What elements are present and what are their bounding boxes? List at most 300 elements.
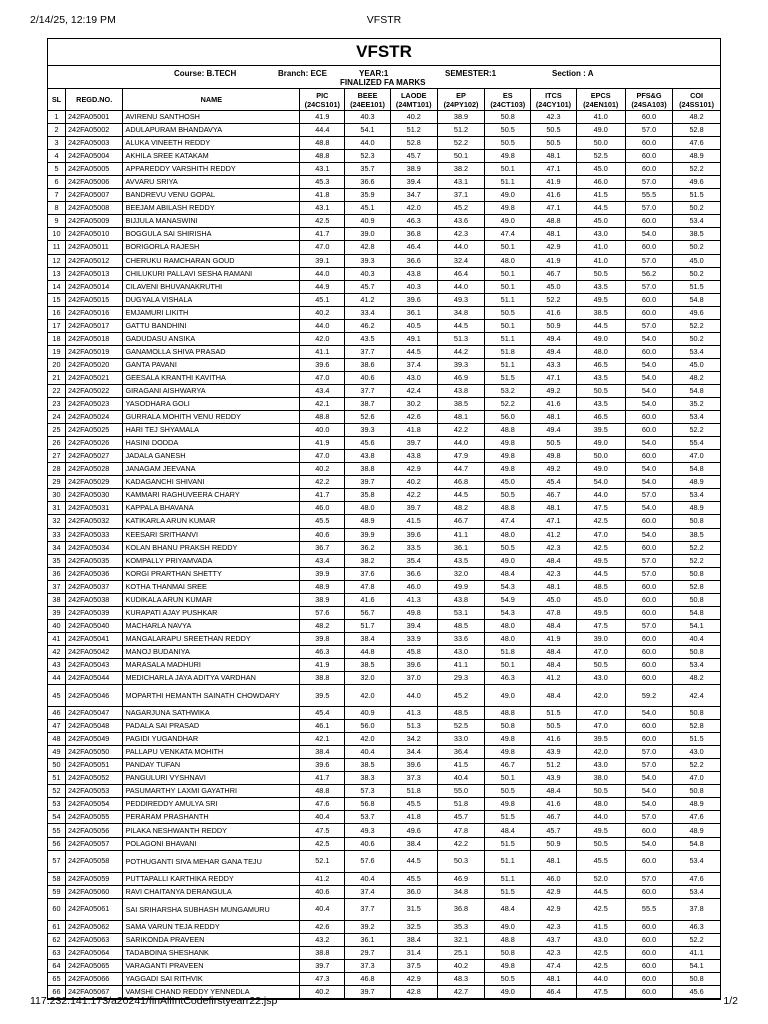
serial-cell: 54 bbox=[48, 811, 65, 824]
student-name-cell: MEDICHARLA JAYA ADITYA VARDHAN bbox=[123, 672, 300, 685]
regd-no-cell: 242FA05003 bbox=[65, 137, 123, 150]
table-row bbox=[48, 554, 720, 567]
branch-label: Branch: ECE bbox=[278, 69, 327, 78]
mark-cell: 30.2 bbox=[390, 398, 437, 411]
mark-cell: 48.9 bbox=[345, 515, 390, 528]
mark-cell: 34.2 bbox=[390, 733, 437, 746]
mark-cell: 52.5 bbox=[576, 150, 625, 163]
serial-cell: 50 bbox=[48, 759, 65, 772]
table-row bbox=[48, 658, 720, 671]
regd-no-cell: 242FA05002 bbox=[65, 124, 123, 137]
serial-cell: 8 bbox=[48, 202, 65, 215]
mark-cell: 41.0 bbox=[576, 111, 625, 124]
mark-cell: 46.3 bbox=[390, 215, 437, 228]
mark-cell: 60.0 bbox=[625, 850, 672, 872]
mark-cell: 37.0 bbox=[390, 672, 437, 685]
serial-cell: 43 bbox=[48, 658, 65, 671]
mark-cell: 56.7 bbox=[345, 606, 390, 619]
mark-cell: 48.4 bbox=[531, 685, 576, 707]
mark-cell: 54.1 bbox=[673, 959, 720, 972]
serial-cell: 24 bbox=[48, 411, 65, 424]
mark-cell: 44.5 bbox=[390, 345, 437, 358]
mark-cell: 51.5 bbox=[531, 707, 576, 720]
mark-cell: 40.5 bbox=[390, 319, 437, 332]
mark-cell: 38.5 bbox=[345, 759, 390, 772]
mark-cell: 48.4 bbox=[531, 785, 576, 798]
mark-cell: 42.0 bbox=[390, 202, 437, 215]
mark-cell: 39.7 bbox=[390, 502, 437, 515]
mark-cell: 48.5 bbox=[437, 619, 484, 632]
mark-cell: 39.4 bbox=[390, 176, 437, 189]
mark-cell: 49.8 bbox=[531, 450, 576, 463]
mark-cell: 51.1 bbox=[485, 872, 531, 885]
table-row bbox=[48, 959, 720, 972]
mark-cell: 47.4 bbox=[531, 959, 576, 972]
mark-cell: 44.0 bbox=[576, 972, 625, 985]
mark-cell: 54.0 bbox=[625, 228, 672, 241]
mark-cell: 49.0 bbox=[485, 189, 531, 202]
mark-cell: 40.6 bbox=[300, 885, 345, 898]
mark-cell: 47.9 bbox=[437, 450, 484, 463]
mark-cell: 59.2 bbox=[625, 685, 672, 707]
mark-cell: 43.1 bbox=[300, 163, 345, 176]
mark-cell: 47.1 bbox=[531, 515, 576, 528]
serial-cell: 7 bbox=[48, 189, 65, 202]
mark-cell: 41.9 bbox=[531, 254, 576, 267]
mark-cell: 49.0 bbox=[485, 985, 531, 998]
mark-cell: 42.4 bbox=[390, 384, 437, 397]
mark-cell: 44.0 bbox=[300, 319, 345, 332]
mark-cell: 43.5 bbox=[576, 398, 625, 411]
table-row bbox=[48, 606, 720, 619]
mark-cell: 40.6 bbox=[345, 837, 390, 850]
mark-cell: 54.0 bbox=[625, 463, 672, 476]
student-name-cell: PERARAM PRASHANTH bbox=[123, 811, 300, 824]
mark-cell: 41.2 bbox=[531, 528, 576, 541]
mark-cell: 51.8 bbox=[437, 798, 484, 811]
student-name-cell: SARIKONDA PRAVEEN bbox=[123, 933, 300, 946]
mark-cell: 54.0 bbox=[576, 476, 625, 489]
sheet-info-bar bbox=[48, 66, 720, 89]
column-header: ITCS (24CY101) bbox=[531, 89, 576, 111]
mark-cell: 41.5 bbox=[390, 515, 437, 528]
mark-cell: 48.9 bbox=[673, 150, 720, 163]
mark-cell: 46.7 bbox=[437, 515, 484, 528]
mark-cell: 48.0 bbox=[345, 502, 390, 515]
mark-cell: 53.4 bbox=[673, 489, 720, 502]
mark-cell: 60.0 bbox=[625, 424, 672, 437]
mark-cell: 50.5 bbox=[485, 489, 531, 502]
mark-cell: 48.0 bbox=[485, 619, 531, 632]
serial-cell: 33 bbox=[48, 528, 65, 541]
mark-cell: 54.3 bbox=[485, 580, 531, 593]
mark-cell: 45.2 bbox=[437, 202, 484, 215]
mark-cell: 53.1 bbox=[437, 606, 484, 619]
regd-no-cell: 242FA05040 bbox=[65, 619, 123, 632]
regd-no-cell: 242FA05060 bbox=[65, 885, 123, 898]
table-row bbox=[48, 450, 720, 463]
mark-cell: 46.5 bbox=[576, 358, 625, 371]
mark-cell: 45.1 bbox=[345, 202, 390, 215]
serial-cell: 34 bbox=[48, 541, 65, 554]
mark-cell: 47.1 bbox=[531, 202, 576, 215]
table-row bbox=[48, 567, 720, 580]
mark-cell: 48.0 bbox=[485, 528, 531, 541]
mark-cell: 38.8 bbox=[345, 463, 390, 476]
mark-cell: 34.8 bbox=[437, 306, 484, 319]
mark-cell: 44.0 bbox=[576, 489, 625, 502]
mark-cell: 50.5 bbox=[531, 720, 576, 733]
table-row bbox=[48, 424, 720, 437]
mark-cell: 41.9 bbox=[531, 632, 576, 645]
mark-cell: 51.5 bbox=[485, 371, 531, 384]
mark-cell: 51.5 bbox=[673, 733, 720, 746]
student-name-cell: MOPARTHI HEMANTH SAINATH CHOWDARY bbox=[123, 685, 300, 707]
mark-cell: 43.5 bbox=[576, 280, 625, 293]
student-name-cell: NAGARJUNA SATHWIKA bbox=[123, 707, 300, 720]
mark-cell: 57.0 bbox=[625, 811, 672, 824]
serial-cell: 53 bbox=[48, 798, 65, 811]
table-row bbox=[48, 137, 720, 150]
mark-cell: 37.3 bbox=[390, 772, 437, 785]
regd-no-cell: 242FA05064 bbox=[65, 946, 123, 959]
mark-cell: 47.0 bbox=[673, 450, 720, 463]
mark-cell: 49.0 bbox=[576, 437, 625, 450]
mark-cell: 39.7 bbox=[345, 476, 390, 489]
mark-cell: 39.7 bbox=[390, 437, 437, 450]
table-row bbox=[48, 371, 720, 384]
mark-cell: 40.2 bbox=[390, 111, 437, 124]
table-row bbox=[48, 215, 720, 228]
mark-cell: 49.3 bbox=[345, 824, 390, 837]
table-row bbox=[48, 707, 720, 720]
marks-table bbox=[48, 89, 720, 999]
mark-cell: 35.2 bbox=[673, 398, 720, 411]
mark-cell: 48.1 bbox=[531, 502, 576, 515]
student-name-cell: YASODHARA GOLI bbox=[123, 398, 300, 411]
mark-cell: 43.3 bbox=[531, 358, 576, 371]
mark-cell: 41.5 bbox=[576, 920, 625, 933]
mark-cell: 44.9 bbox=[300, 280, 345, 293]
mark-cell: 42.3 bbox=[531, 946, 576, 959]
mark-cell: 44.5 bbox=[576, 202, 625, 215]
mark-cell: 60.0 bbox=[625, 411, 672, 424]
table-row bbox=[48, 345, 720, 358]
mark-cell: 46.4 bbox=[390, 241, 437, 254]
table-row bbox=[48, 437, 720, 450]
serial-cell: 38 bbox=[48, 593, 65, 606]
mark-cell: 54.0 bbox=[625, 476, 672, 489]
mark-cell: 38.4 bbox=[390, 933, 437, 946]
mark-cell: 43.5 bbox=[437, 554, 484, 567]
serial-cell: 56 bbox=[48, 837, 65, 850]
mark-cell: 48.4 bbox=[485, 567, 531, 580]
serial-cell: 18 bbox=[48, 332, 65, 345]
mark-cell: 35.9 bbox=[345, 189, 390, 202]
mark-cell: 41.8 bbox=[390, 811, 437, 824]
serial-cell: 45 bbox=[48, 685, 65, 707]
table-row bbox=[48, 502, 720, 515]
mark-cell: 36.6 bbox=[390, 567, 437, 580]
regd-no-cell: 242FA05027 bbox=[65, 450, 123, 463]
mark-cell: 43.4 bbox=[300, 554, 345, 567]
mark-cell: 54.3 bbox=[485, 606, 531, 619]
mark-cell: 60.0 bbox=[625, 593, 672, 606]
mark-cell: 44.0 bbox=[437, 241, 484, 254]
student-name-cell: HARI TEJ SHYAMALA bbox=[123, 424, 300, 437]
mark-cell: 37.3 bbox=[345, 959, 390, 972]
mark-cell: 42.5 bbox=[576, 898, 625, 920]
mark-cell: 48.2 bbox=[673, 111, 720, 124]
regd-no-cell: 242FA05034 bbox=[65, 541, 123, 554]
mark-cell: 51.8 bbox=[485, 345, 531, 358]
mark-cell: 38.4 bbox=[390, 837, 437, 850]
student-name-cell: MACHARLA NAVYA bbox=[123, 619, 300, 632]
mark-cell: 48.8 bbox=[300, 150, 345, 163]
mark-cell: 48.1 bbox=[531, 850, 576, 872]
table-row bbox=[48, 772, 720, 785]
mark-cell: 45.4 bbox=[531, 476, 576, 489]
regd-no-cell: 242FA05020 bbox=[65, 358, 123, 371]
mark-cell: 43.8 bbox=[390, 450, 437, 463]
mark-cell: 52.8 bbox=[673, 580, 720, 593]
regd-no-cell: 242FA05028 bbox=[65, 463, 123, 476]
serial-cell: 36 bbox=[48, 567, 65, 580]
mark-cell: 50.8 bbox=[673, 972, 720, 985]
mark-cell: 49.8 bbox=[485, 450, 531, 463]
mark-cell: 60.0 bbox=[625, 150, 672, 163]
mark-cell: 49.2 bbox=[531, 463, 576, 476]
student-name-cell: KOLAN BHANU PRAKSH REDDY bbox=[123, 541, 300, 554]
mark-cell: 45.6 bbox=[673, 985, 720, 998]
mark-cell: 38.6 bbox=[345, 358, 390, 371]
mark-cell: 39.7 bbox=[345, 985, 390, 998]
student-name-cell: PASUMARTHY LAXMI GAYATHRI bbox=[123, 785, 300, 798]
mark-cell: 37.1 bbox=[437, 189, 484, 202]
mark-cell: 39.7 bbox=[300, 959, 345, 972]
table-row bbox=[48, 720, 720, 733]
serial-cell: 6 bbox=[48, 176, 65, 189]
mark-cell: 60.0 bbox=[625, 241, 672, 254]
serial-cell: 65 bbox=[48, 972, 65, 985]
mark-cell: 50.5 bbox=[531, 137, 576, 150]
mark-cell: 41.2 bbox=[531, 672, 576, 685]
mark-cell: 54.8 bbox=[673, 384, 720, 397]
regd-no-cell: 242FA05058 bbox=[65, 850, 123, 872]
year-label: YEAR:1 bbox=[359, 69, 389, 78]
regd-no-cell: 242FA05017 bbox=[65, 319, 123, 332]
mark-cell: 40.3 bbox=[345, 267, 390, 280]
mark-cell: 47.8 bbox=[345, 580, 390, 593]
mark-cell: 35.4 bbox=[390, 554, 437, 567]
mark-cell: 56.8 bbox=[345, 798, 390, 811]
mark-cell: 60.0 bbox=[625, 515, 672, 528]
mark-cell: 33.0 bbox=[437, 733, 484, 746]
mark-cell: 54.0 bbox=[625, 371, 672, 384]
student-name-cell: CILAVENI BHUVANAKRUTHI bbox=[123, 280, 300, 293]
mark-cell: 51.1 bbox=[485, 850, 531, 872]
mark-cell: 45.5 bbox=[576, 850, 625, 872]
mark-cell: 44.8 bbox=[345, 645, 390, 658]
mark-cell: 51.1 bbox=[485, 358, 531, 371]
mark-cell: 47.1 bbox=[531, 371, 576, 384]
regd-no-cell: 242FA05067 bbox=[65, 985, 123, 998]
mark-cell: 60.0 bbox=[625, 946, 672, 959]
student-name-cell: GANAMOLLA SHIVA PRASAD bbox=[123, 345, 300, 358]
mark-cell: 44.0 bbox=[390, 685, 437, 707]
mark-cell: 41.9 bbox=[300, 658, 345, 671]
student-name-cell: EMJAMURI LIKITH bbox=[123, 306, 300, 319]
mark-cell: 51.5 bbox=[485, 837, 531, 850]
mark-cell: 38.8 bbox=[300, 672, 345, 685]
regd-no-cell: 242FA05047 bbox=[65, 707, 123, 720]
mark-cell: 40.2 bbox=[390, 476, 437, 489]
serial-cell: 5 bbox=[48, 163, 65, 176]
table-row bbox=[48, 645, 720, 658]
mark-cell: 50.3 bbox=[437, 850, 484, 872]
regd-no-cell: 242FA05051 bbox=[65, 759, 123, 772]
sheet-title: VFSTR bbox=[48, 39, 720, 66]
mark-cell: 47.0 bbox=[300, 241, 345, 254]
mark-cell: 48.0 bbox=[485, 254, 531, 267]
mark-cell: 46.4 bbox=[531, 985, 576, 998]
table-row bbox=[48, 176, 720, 189]
column-header: EP (24PY102) bbox=[437, 89, 484, 111]
serial-cell: 49 bbox=[48, 746, 65, 759]
regd-no-cell: 242FA05062 bbox=[65, 920, 123, 933]
mark-cell: 38.5 bbox=[673, 528, 720, 541]
table-row bbox=[48, 319, 720, 332]
mark-cell: 60.0 bbox=[625, 450, 672, 463]
mark-cell: 60.0 bbox=[625, 672, 672, 685]
mark-cell: 42.2 bbox=[300, 476, 345, 489]
mark-cell: 43.8 bbox=[437, 593, 484, 606]
mark-cell: 41.1 bbox=[437, 528, 484, 541]
mark-cell: 50.1 bbox=[485, 658, 531, 671]
mark-cell: 36.8 bbox=[437, 898, 484, 920]
mark-cell: 52.0 bbox=[576, 872, 625, 885]
serial-cell: 48 bbox=[48, 733, 65, 746]
serial-cell: 16 bbox=[48, 306, 65, 319]
serial-cell: 19 bbox=[48, 345, 65, 358]
mark-cell: 50.1 bbox=[485, 280, 531, 293]
mark-cell: 50.1 bbox=[485, 163, 531, 176]
mark-cell: 39.5 bbox=[576, 733, 625, 746]
table-row bbox=[48, 824, 720, 837]
mark-cell: 49.6 bbox=[673, 306, 720, 319]
table-row bbox=[48, 619, 720, 632]
serial-cell: 51 bbox=[48, 772, 65, 785]
mark-cell: 51.3 bbox=[390, 720, 437, 733]
mark-cell: 47.6 bbox=[300, 798, 345, 811]
table-row bbox=[48, 593, 720, 606]
mark-cell: 33.9 bbox=[390, 632, 437, 645]
mark-cell: 48.1 bbox=[531, 150, 576, 163]
regd-no-cell: 242FA05025 bbox=[65, 424, 123, 437]
mark-cell: 48.8 bbox=[485, 424, 531, 437]
mark-cell: 41.9 bbox=[300, 437, 345, 450]
serial-cell: 61 bbox=[48, 920, 65, 933]
mark-cell: 35.7 bbox=[345, 163, 390, 176]
mark-cell: 47.0 bbox=[673, 772, 720, 785]
student-name-cell: BANDREVU VENU GOPAL bbox=[123, 189, 300, 202]
mark-cell: 45.7 bbox=[531, 824, 576, 837]
student-name-cell: CHERUKU RAMCHARAN GOUD bbox=[123, 254, 300, 267]
regd-no-cell: 242FA05033 bbox=[65, 528, 123, 541]
mark-cell: 44.4 bbox=[300, 124, 345, 137]
mark-cell: 46.0 bbox=[390, 580, 437, 593]
mark-cell: 48.9 bbox=[673, 824, 720, 837]
mark-cell: 42.8 bbox=[390, 985, 437, 998]
serial-cell: 47 bbox=[48, 720, 65, 733]
mark-cell: 42.4 bbox=[673, 685, 720, 707]
mark-cell: 52.2 bbox=[673, 554, 720, 567]
regd-no-cell: 242FA05056 bbox=[65, 824, 123, 837]
mark-cell: 51.2 bbox=[390, 124, 437, 137]
serial-cell: 4 bbox=[48, 150, 65, 163]
mark-cell: 41.9 bbox=[300, 111, 345, 124]
serial-cell: 26 bbox=[48, 437, 65, 450]
mark-cell: 39.8 bbox=[300, 632, 345, 645]
student-name-cell: RAVI CHAITANYA DERANGULA bbox=[123, 885, 300, 898]
serial-cell: 22 bbox=[48, 384, 65, 397]
mark-cell: 42.6 bbox=[300, 920, 345, 933]
mark-cell: 37.5 bbox=[390, 959, 437, 972]
serial-cell: 13 bbox=[48, 267, 65, 280]
mark-cell: 37.7 bbox=[345, 898, 390, 920]
print-datetime: 2/14/25, 12:19 PM bbox=[30, 14, 116, 26]
student-name-cell: KURAPATI AJAY PUSHKAR bbox=[123, 606, 300, 619]
student-name-cell: YAGGADI SAI RITHVIK bbox=[123, 972, 300, 985]
mark-cell: 35.8 bbox=[345, 489, 390, 502]
mark-cell: 39.6 bbox=[390, 293, 437, 306]
regd-no-cell: 242FA05019 bbox=[65, 345, 123, 358]
mark-cell: 46.0 bbox=[576, 176, 625, 189]
mark-cell: 60.0 bbox=[625, 111, 672, 124]
serial-cell: 10 bbox=[48, 228, 65, 241]
serial-cell: 57 bbox=[48, 850, 65, 872]
mark-cell: 42.2 bbox=[390, 489, 437, 502]
mark-cell: 48.5 bbox=[437, 707, 484, 720]
mark-cell: 46.0 bbox=[300, 502, 345, 515]
mark-cell: 60.0 bbox=[625, 215, 672, 228]
regd-no-cell: 242FA05026 bbox=[65, 437, 123, 450]
mark-cell: 60.0 bbox=[625, 885, 672, 898]
mark-cell: 54.0 bbox=[625, 384, 672, 397]
regd-no-cell: 242FA05053 bbox=[65, 785, 123, 798]
mark-cell: 44.5 bbox=[576, 319, 625, 332]
mark-cell: 41.5 bbox=[437, 759, 484, 772]
mark-cell: 51.5 bbox=[485, 811, 531, 824]
mark-cell: 54.0 bbox=[625, 707, 672, 720]
mark-cell: 48.4 bbox=[485, 898, 531, 920]
mark-cell: 45.0 bbox=[531, 593, 576, 606]
mark-cell: 46.9 bbox=[437, 371, 484, 384]
mark-cell: 45.7 bbox=[437, 811, 484, 824]
mark-cell: 42.0 bbox=[576, 685, 625, 707]
mark-cell: 54.0 bbox=[625, 502, 672, 515]
mark-cell: 43.4 bbox=[300, 384, 345, 397]
student-name-cell: KOTHA THANMAI SREE bbox=[123, 580, 300, 593]
serial-cell: 64 bbox=[48, 959, 65, 972]
mark-cell: 50.5 bbox=[576, 658, 625, 671]
mark-cell: 50.1 bbox=[485, 241, 531, 254]
mark-cell: 54.0 bbox=[625, 772, 672, 785]
student-name-cell: AVVARU SRIYA bbox=[123, 176, 300, 189]
regd-no-cell: 242FA05016 bbox=[65, 306, 123, 319]
regd-no-cell: 242FA05005 bbox=[65, 163, 123, 176]
mark-cell: 44.0 bbox=[576, 811, 625, 824]
